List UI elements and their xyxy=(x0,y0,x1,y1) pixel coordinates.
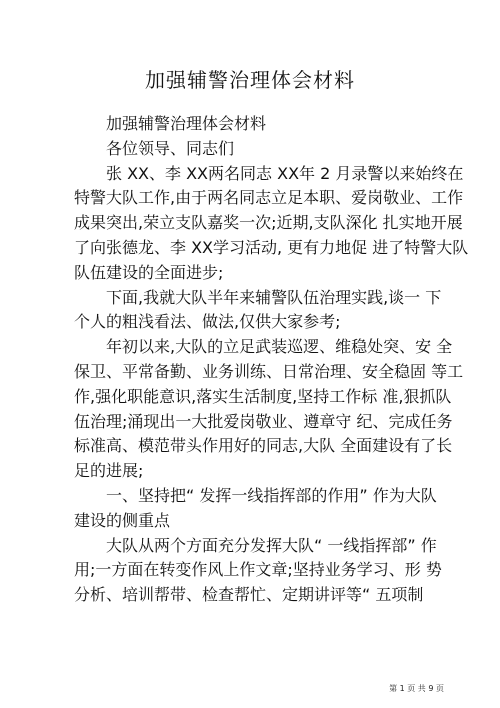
body-line: 加强辅警治理体会材料 xyxy=(106,114,267,133)
body-line: 年初以来,大队的立足武装巡逻、维稳处突、安 全 xyxy=(106,337,453,357)
section-heading-line: 建设的侧重点 xyxy=(74,510,171,530)
body-line: 大队从两个方面充分发挥大队“ 一线指挥部” 作 xyxy=(106,535,437,555)
body-line: 保卫、平常备勤、业务训练、日常治理、安全稳固 等工 xyxy=(74,361,464,381)
document-body xyxy=(74,112,469,608)
body-line: 队伍建设的全面进步; xyxy=(74,262,224,282)
section-heading-line: 一、坚持把“ 发挥一线指挥部的作用” 作为大队 xyxy=(106,485,437,505)
body-line: 了向张德龙、李 XX学习活动, 更有力地促 进了特警大队 xyxy=(74,237,469,257)
body-line: 各位领导、同志们 xyxy=(106,138,235,158)
document-title: 加强辅警治理体会材料 xyxy=(145,68,355,92)
body-line: 成果突出,荣立支队嘉奖一次;近期,支队深化 扎实地开展 xyxy=(74,213,463,233)
body-line: 张 XX、李 XX两名同志 XX年 2 月录警以来始终在 xyxy=(106,163,464,183)
body-line: 足的进展; xyxy=(74,461,144,481)
page-number-footer: 第 1 页 共 9 页 xyxy=(389,684,444,693)
body-line: 标准高、模范带头作用好的同志,大队 全面建设有了长 xyxy=(74,436,453,456)
body-line: 个人的粗浅看法、做法,仅供大家参考; xyxy=(74,312,341,332)
body-line: 作,强化职能意识,落实生活制度,坚持工作标 准,狠抓队 xyxy=(74,386,452,406)
body-line: 伍治理;涌现出一大批爱岗敬业、遵章守 纪、完成任务 xyxy=(74,411,453,431)
body-line: 用;一方面在转变作风上作文章;坚持业务学习、形 势 xyxy=(74,560,442,580)
body-line: 下面,我就大队半年来辅警队伍治理实践,谈一 下 xyxy=(106,287,442,307)
body-line: 分析、培训帮带、检查帮忙、定期讲评等“ 五项制 xyxy=(74,585,424,605)
body-line: 特警大队工作,由于两名同志立足本职、爱岗敬业、工作 xyxy=(74,188,464,208)
